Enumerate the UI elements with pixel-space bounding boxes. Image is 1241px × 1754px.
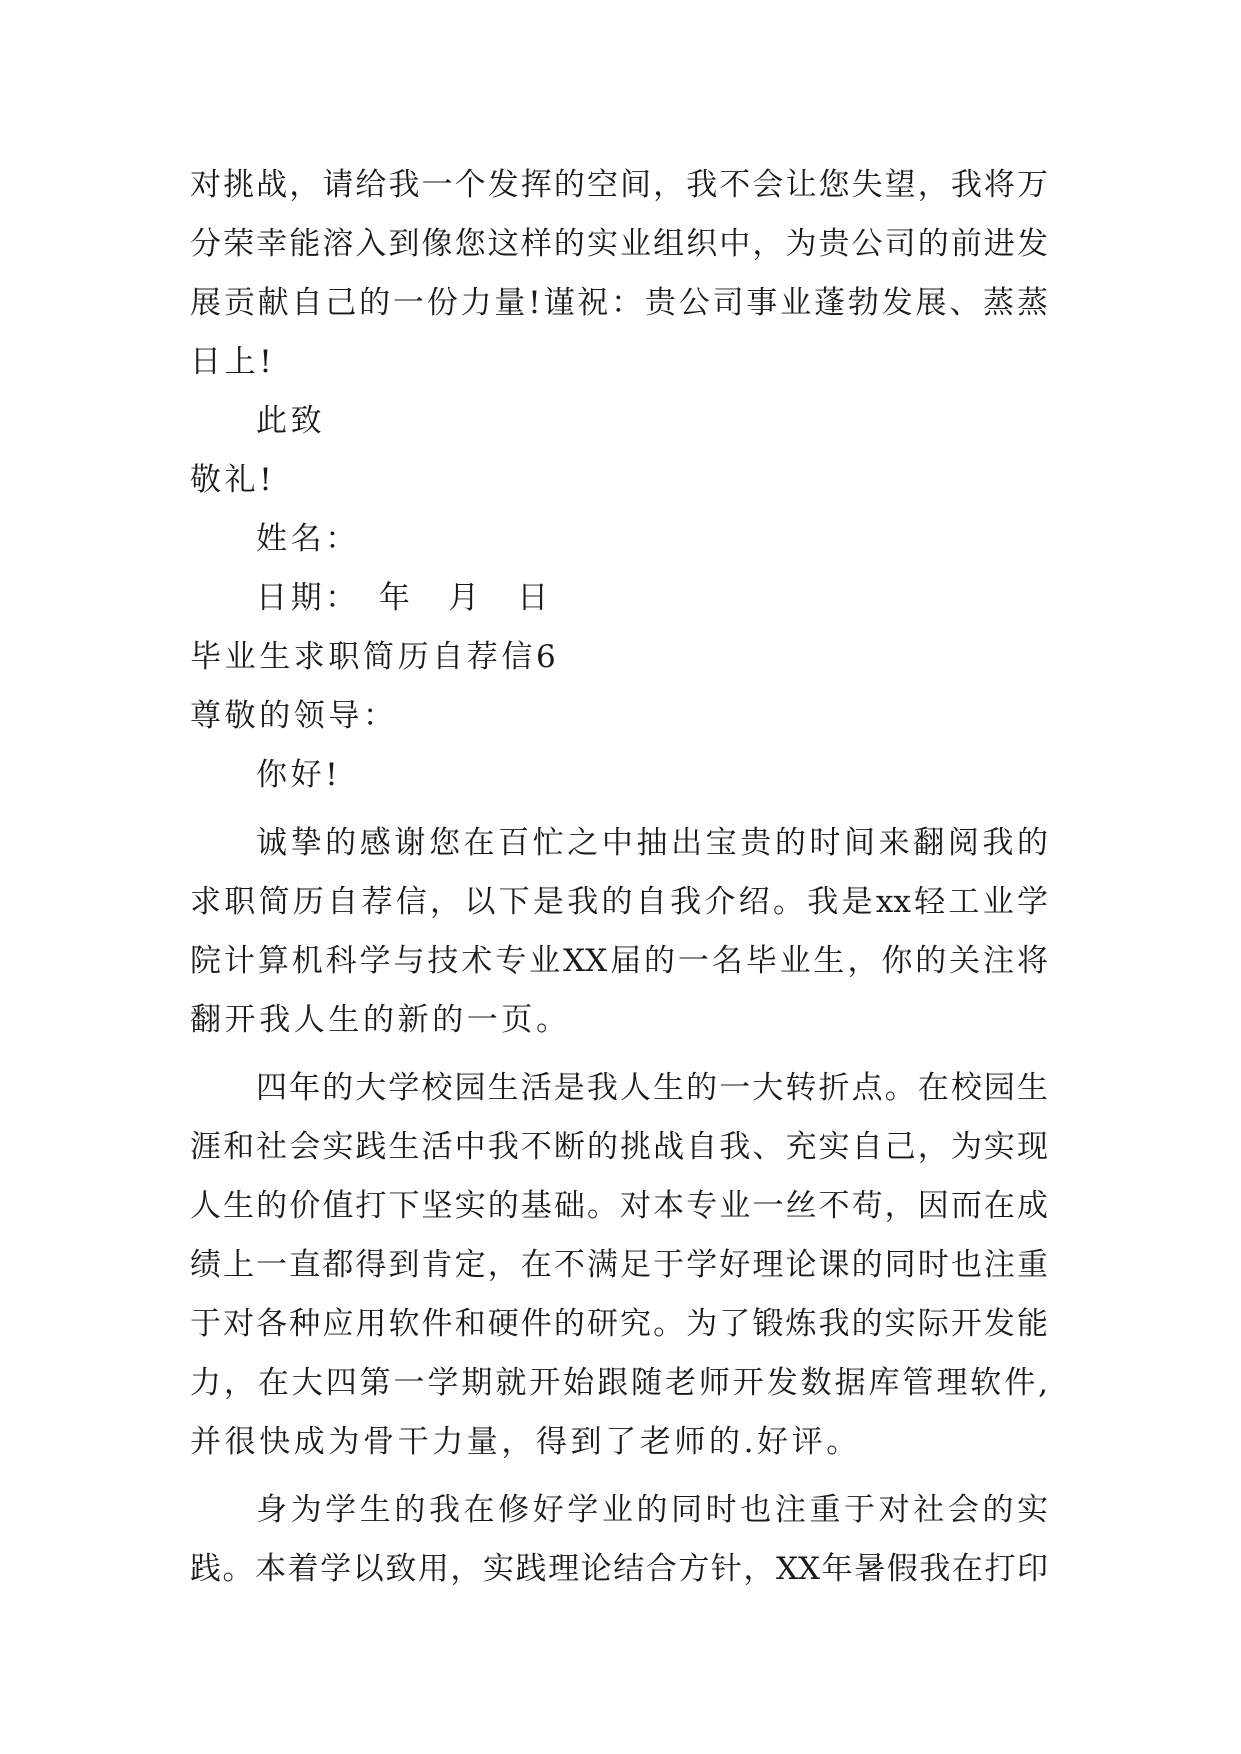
section-title: 毕业生求职简历自荐信6 <box>190 639 560 675</box>
text-line: 涯和社会实践生活中我不断的挑战自我、充实自己，为实现 <box>190 1129 1048 1165</box>
text-line: 日上! <box>190 344 276 380</box>
text-line: 力，在大四第一学期就开始跟随老师开发数据库管理软件, <box>190 1365 1048 1401</box>
text-line: 并很快成为骨干力量，得到了老师的.好评。 <box>190 1424 861 1460</box>
text-line: 于对各种应用软件和硬件的研究。为了锻炼我的实际开发能 <box>190 1306 1048 1342</box>
letter-greeting: 你好! <box>256 757 342 793</box>
letter-salutation: 尊敬的领导： <box>190 698 398 734</box>
signature-name: 姓名： <box>256 521 360 557</box>
closing-salutation: 此致 <box>256 403 326 439</box>
text-line: 翻开我人生的新的一页。 <box>190 1002 571 1038</box>
text-line: 人生的价值打下坚实的基础。对本专业一丝不苟，因而在成 <box>190 1188 1048 1224</box>
text-line: 诚挚的感谢您在百忙之中抽出宝贵的时间来翻阅我的 <box>256 825 1048 861</box>
text-line: 院计算机科学与技术专业XX届的一名毕业生，你的关注将 <box>190 943 1048 979</box>
text-line: 践。本着学以致用，实践理论结合方针，XX年暑假我在打印 <box>190 1551 1048 1587</box>
text-line: 分荣幸能溶入到像您这样的实业组织中，为贵公司的前进发 <box>190 226 1048 262</box>
closing-regards: 敬礼! <box>190 462 276 498</box>
text-line: 求职简历自荐信，以下是我的自我介绍。我是xx轻工业学 <box>190 884 1048 920</box>
signature-date: 日期： 年 月 日 <box>256 580 552 616</box>
text-line: 身为学生的我在修好学业的同时也注重于对社会的实 <box>256 1492 1048 1528</box>
text-line: 四年的大学校园生活是我人生的一大转折点。在校园生 <box>256 1070 1048 1106</box>
text-line: 对挑战，请给我一个发挥的空间，我不会让您失望，我将万 <box>190 167 1048 203</box>
text-line: 绩上一直都得到肯定，在不满足于学好理论课的同时也注重 <box>190 1247 1048 1283</box>
document-body <box>190 156 1048 1599</box>
text-line: 展贡献自己的一份力量!谨祝：贵公司事业蓬勃发展、蒸蒸 <box>190 285 1048 321</box>
